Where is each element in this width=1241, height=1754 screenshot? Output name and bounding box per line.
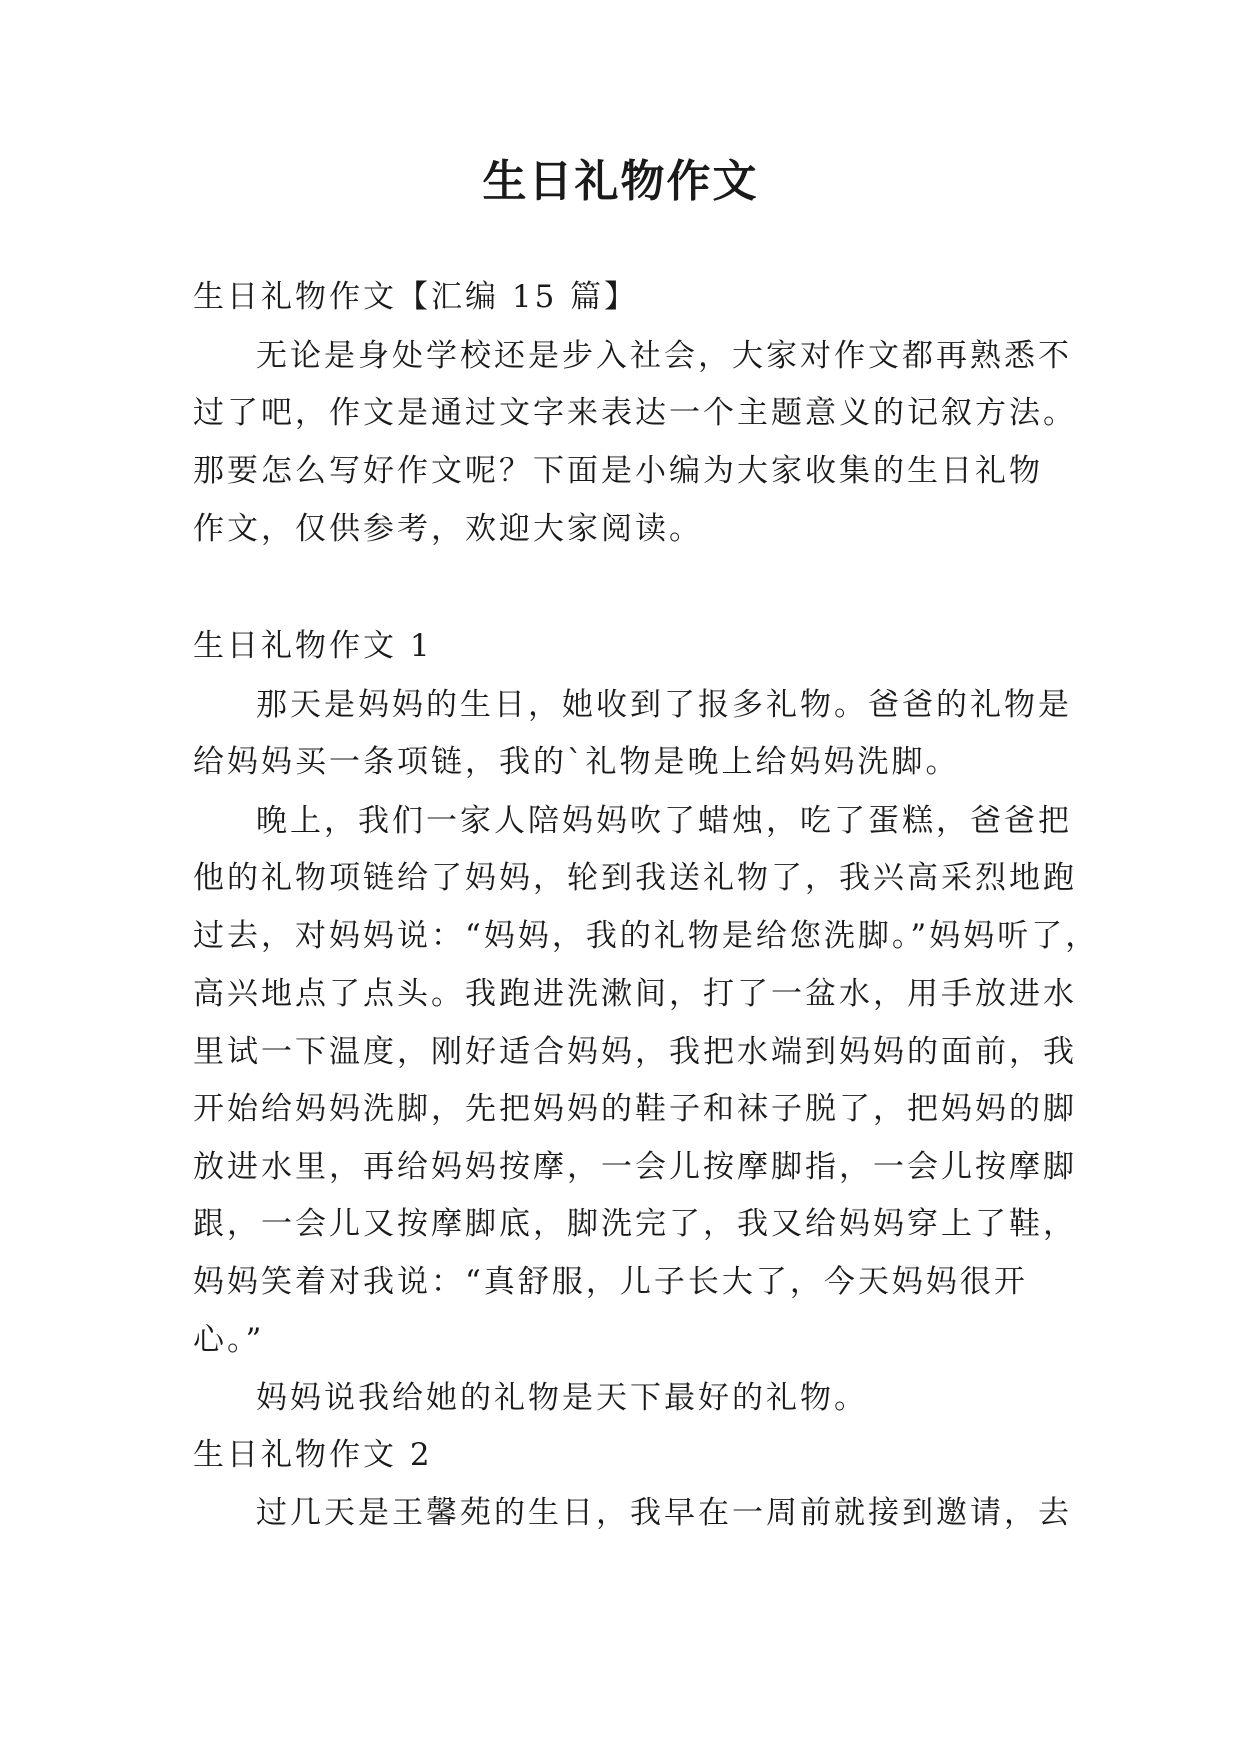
essay-2-line-1: 过几天是王馨苑的生日，我早在一周前就接到邀请，去 [256,1495,1072,1531]
essay-1-heading: 生日礼物作文 1 [193,628,433,664]
collection-subtitle: 生日礼物作文【汇编 15 篇】 [193,279,639,315]
essay-1-line-10: 跟，一会儿又按摩脚底，脚洗完了，我又给妈妈穿上了鞋， [193,1206,1077,1242]
essay-1-line-2: 给妈妈买一条项链，我的`礼物是晚上给妈妈洗脚。 [193,744,960,780]
essay-1-line-11: 妈妈笑着对我说：“真舒服，儿子长大了，今天妈妈很开 [193,1264,1028,1300]
essay-1-line-8: 开始给妈妈洗脚，先把妈妈的鞋子和袜子脱了，把妈妈的脚 [193,1091,1077,1127]
essay-1-line-1: 那天是妈妈的生日，她收到了报多礼物。爸爸的礼物是 [256,687,1072,723]
essay-1-line-3: 晚上，我们一家人陪妈妈吹了蜡烛，吃了蛋糕，爸爸把 [256,803,1072,839]
intro-line-4: 作文，仅供参考，欢迎大家阅读。 [193,511,703,547]
essay-1-line-9: 放进水里，再给妈妈按摩，一会儿按摩脚指，一会儿按摩脚 [193,1149,1077,1185]
essay-1-line-13: 妈妈说我给她的礼物是天下最好的礼物。 [256,1380,868,1416]
intro-line-3: 那要怎么写好作文呢？下面是小编为大家收集的生日礼物 [193,453,1043,489]
essay-1-line-6: 高兴地点了点头。我跑进洗漱间，打了一盆水，用手放进水 [193,976,1077,1012]
essay-1-line-12: 心。” [193,1322,265,1358]
intro-line-1: 无论是身处学校还是步入社会，大家对作文都再熟悉不 [256,338,1072,374]
essay-1-line-4: 他的礼物项链给了妈妈，轮到我送礼物了，我兴高采烈地跑 [193,860,1077,896]
page-title: 生日礼物作文 [482,156,759,207]
essay-1-line-5: 过去，对妈妈说：“妈妈，我的礼物是给您洗脚。”妈妈听了， [193,918,1100,954]
intro-line-2: 过了吧，作文是通过文字来表达一个主题意义的记叙方法。 [193,395,1077,431]
essay-2-heading: 生日礼物作文 2 [193,1437,433,1473]
essay-1-line-7: 里试一下温度，刚好适合妈妈，我把水端到妈妈的面前，我 [193,1034,1077,1070]
